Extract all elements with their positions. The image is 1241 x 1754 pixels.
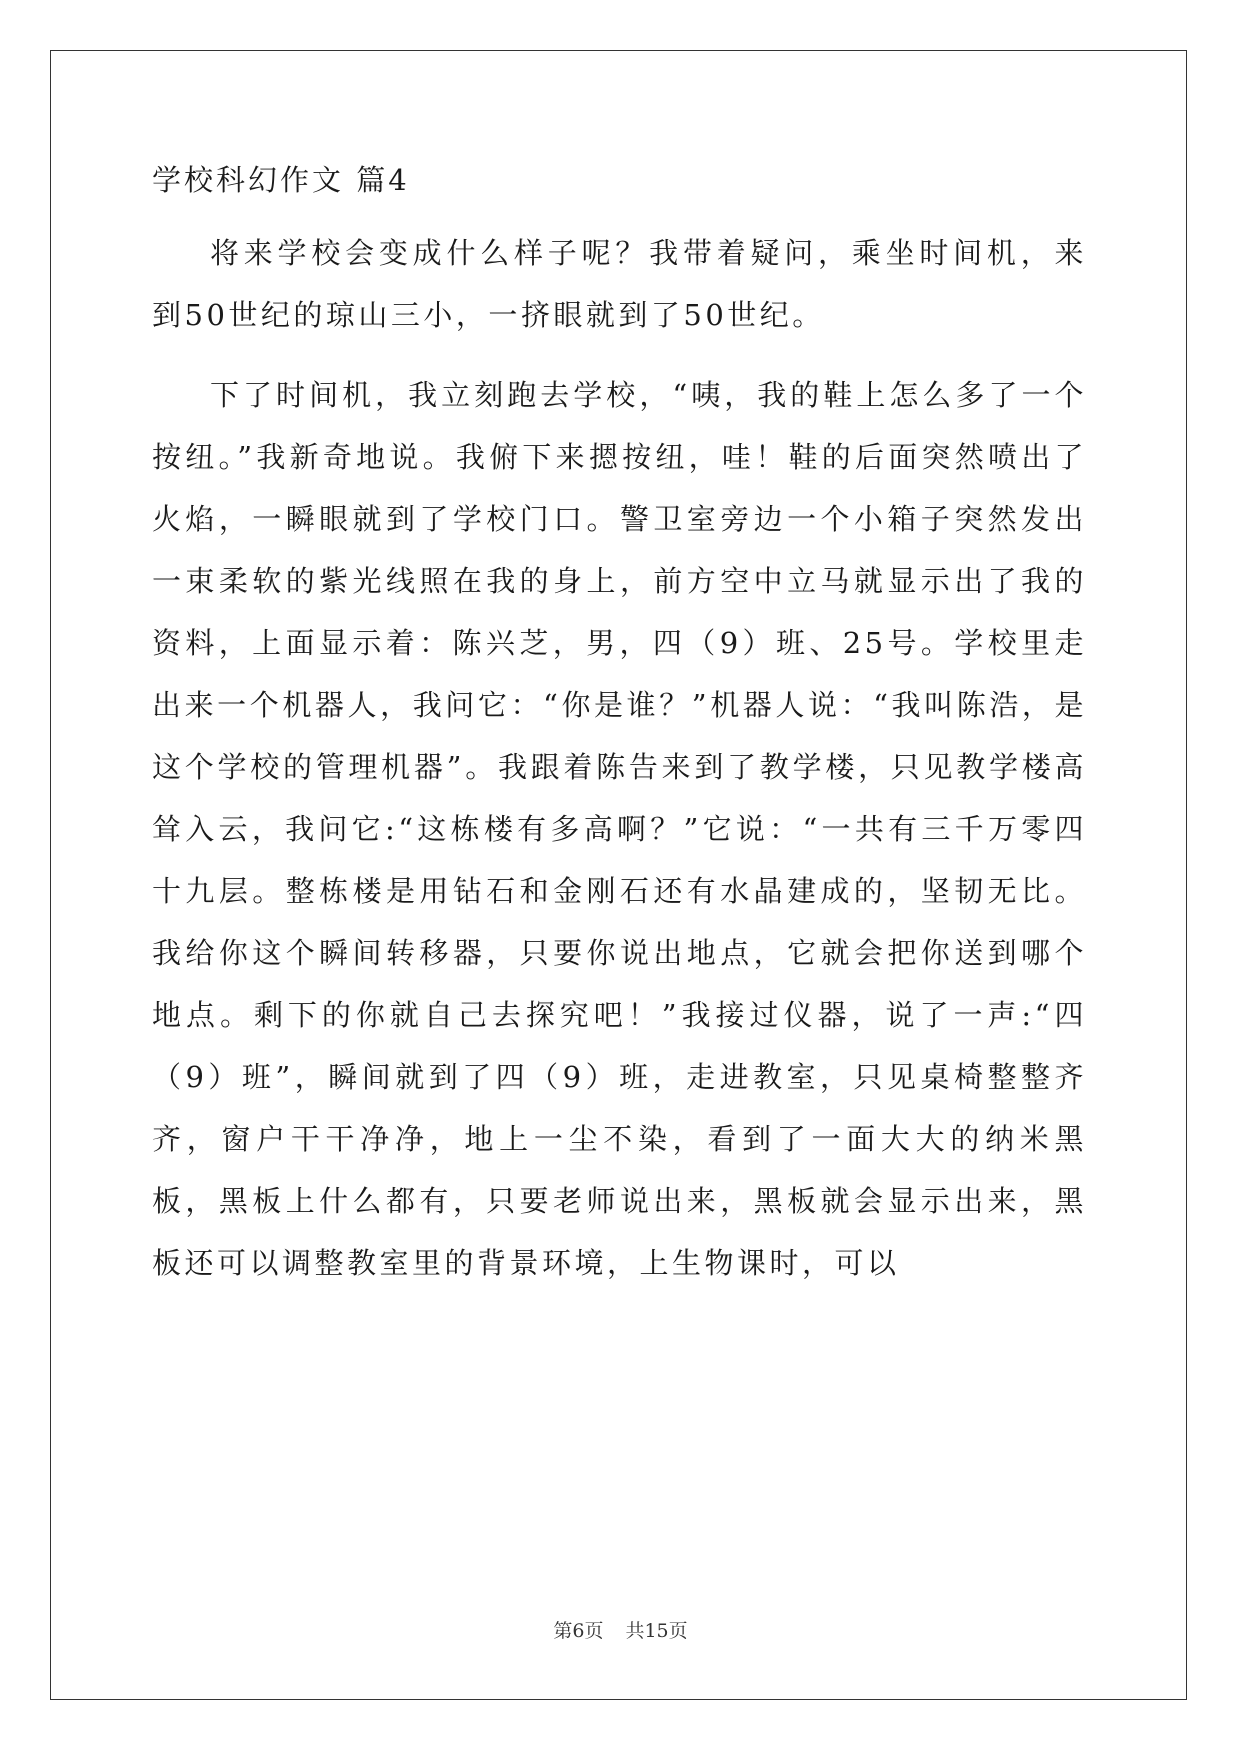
paragraph-1: 将来学校会变成什么样子呢？我带着疑问，乘坐时间机，来到50世纪的琼山三小，一挤眼就到了50世纪。 xyxy=(152,236,1087,332)
paragraph-2: 下了时间机，我立刻跑去学校，“咦，我的鞋上怎么多了一个按纽。”我新奇地说。我俯下来摁按纽，哇！鞋的后面突然喷出了火焰，一瞬眼就到了学校门口。警卫室旁边一个小箱子突然发出一束柔软的紫光线照在我的身上，前方空中立马就显示出了我的资料，上面显示着：陈兴芝，男，四（9）班、25号。学校里走出来一个机器人，我问它：“你是谁？”机器人说：“我叫陈浩，是这个学校的管理机器”。我跟着陈告来到了教学楼，只见教学楼高耸入云，我问它:“这栋楼有多高啊？”它说：“一共有三千万零四十九层。整栋楼是用钻石和金刚石还有水晶建成的，坚韧无比。我给你这个瞬间转移器，只要你说出地点，它就会把你送到哪个地点。剩下的你就自己去探究吧！”我接过仪器，说了一声:“四（9）班”，瞬间就到了四（9）班，走进教室，只见桌椅整整齐齐，窗户干干净净，地上一尘不染，看到了一面大大的纳米黑板，黑板上什么都有，只要老师说出来，黑板就会显示出来，黑板还可以调整教室里的背景环境，上生物课时，可以 xyxy=(152,378,1087,1280)
page-total: 共15页 xyxy=(625,1620,688,1642)
page-number: 第6页 xyxy=(553,1620,604,1642)
document-title: 学校科幻作文 篇4 xyxy=(152,163,410,197)
page-footer xyxy=(0,1616,1241,1643)
document-body xyxy=(152,160,1087,1312)
